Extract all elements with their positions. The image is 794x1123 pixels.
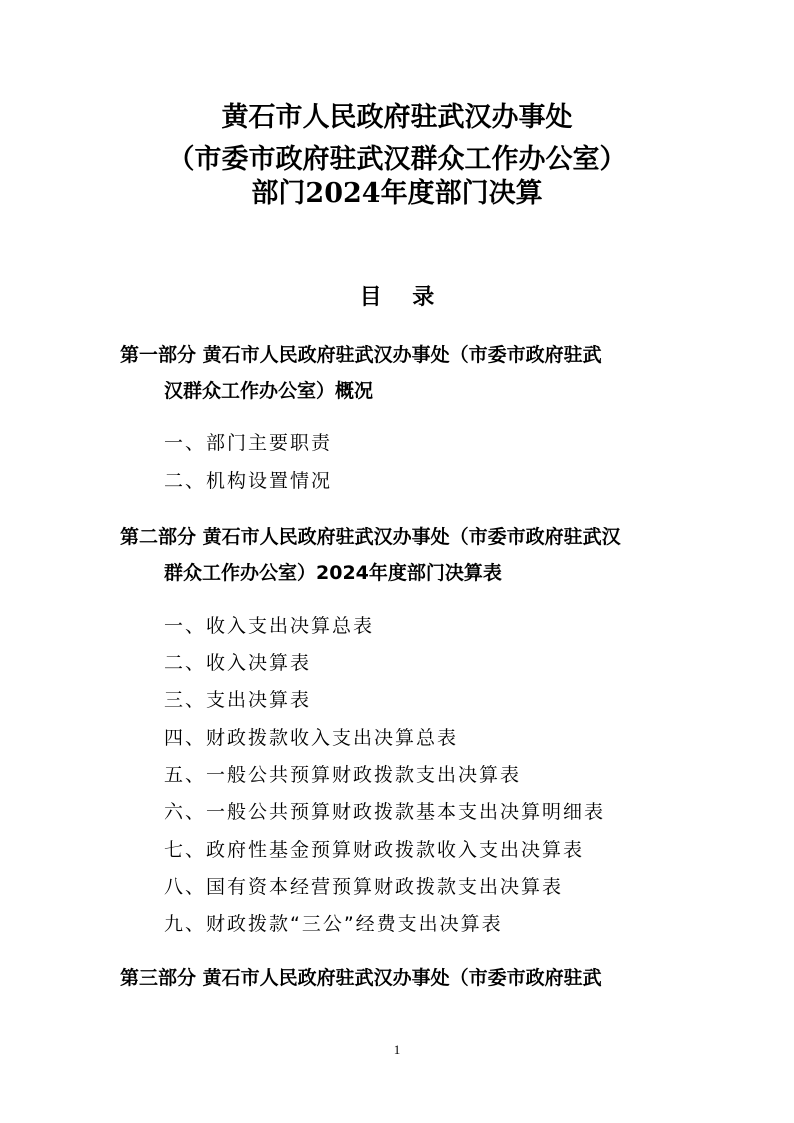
toc-item: 四、财政拨款收入支出决算总表 <box>164 727 459 749</box>
toc-part-3 <box>120 960 602 996</box>
page-number: 1 <box>393 1042 401 1057</box>
toc-item: 三、支出决算表 <box>164 689 312 711</box>
toc-item: 九、财政拨款“三公”经费支出决算表 <box>164 913 503 935</box>
toc-part-2-line-2: 群众工作办公室）2024年度部门决算表 <box>164 562 502 584</box>
title-line-2: （市委市政府驻武汉群众工作办公室） <box>167 144 627 175</box>
toc-part-1 <box>120 337 602 409</box>
toc-part-2-line-1: 第二部分 黄石市人民政府驻武汉办事处（市委市政府驻武汉 <box>120 526 621 548</box>
toc-item: 一、部门主要职责 <box>164 432 333 454</box>
toc-part-3-line-1: 第三部分 黄石市人民政府驻武汉办事处（市委市政府驻武 <box>120 967 602 989</box>
toc-part-1-line-1: 第一部分 黄石市人民政府驻武汉办事处（市委市政府驻武 <box>120 344 602 366</box>
toc-item: 八、国有资本经营预算财政拨款支出决算表 <box>164 876 564 898</box>
toc-item: 二、收入决算表 <box>164 652 312 674</box>
toc-part-2 <box>120 519 621 591</box>
toc-heading: 目 录 <box>359 285 435 310</box>
title-line-1: 黄石市人民政府驻武汉办事处 <box>221 102 573 133</box>
toc-item: 五、一般公共预算财政拨款支出决算表 <box>164 764 522 786</box>
toc-item: 六、一般公共预算财政拨款基本支出决算明细表 <box>164 801 606 823</box>
title-line-3: 部门2024年度部门决算 <box>251 178 543 209</box>
toc-item: 二、机构设置情况 <box>164 470 333 492</box>
toc-item: 一、收入支出决算总表 <box>164 615 375 637</box>
toc-part-1-line-2: 汉群众工作办公室）概况 <box>164 380 374 402</box>
toc-item: 七、政府性基金预算财政拨款收入支出决算表 <box>164 839 585 861</box>
